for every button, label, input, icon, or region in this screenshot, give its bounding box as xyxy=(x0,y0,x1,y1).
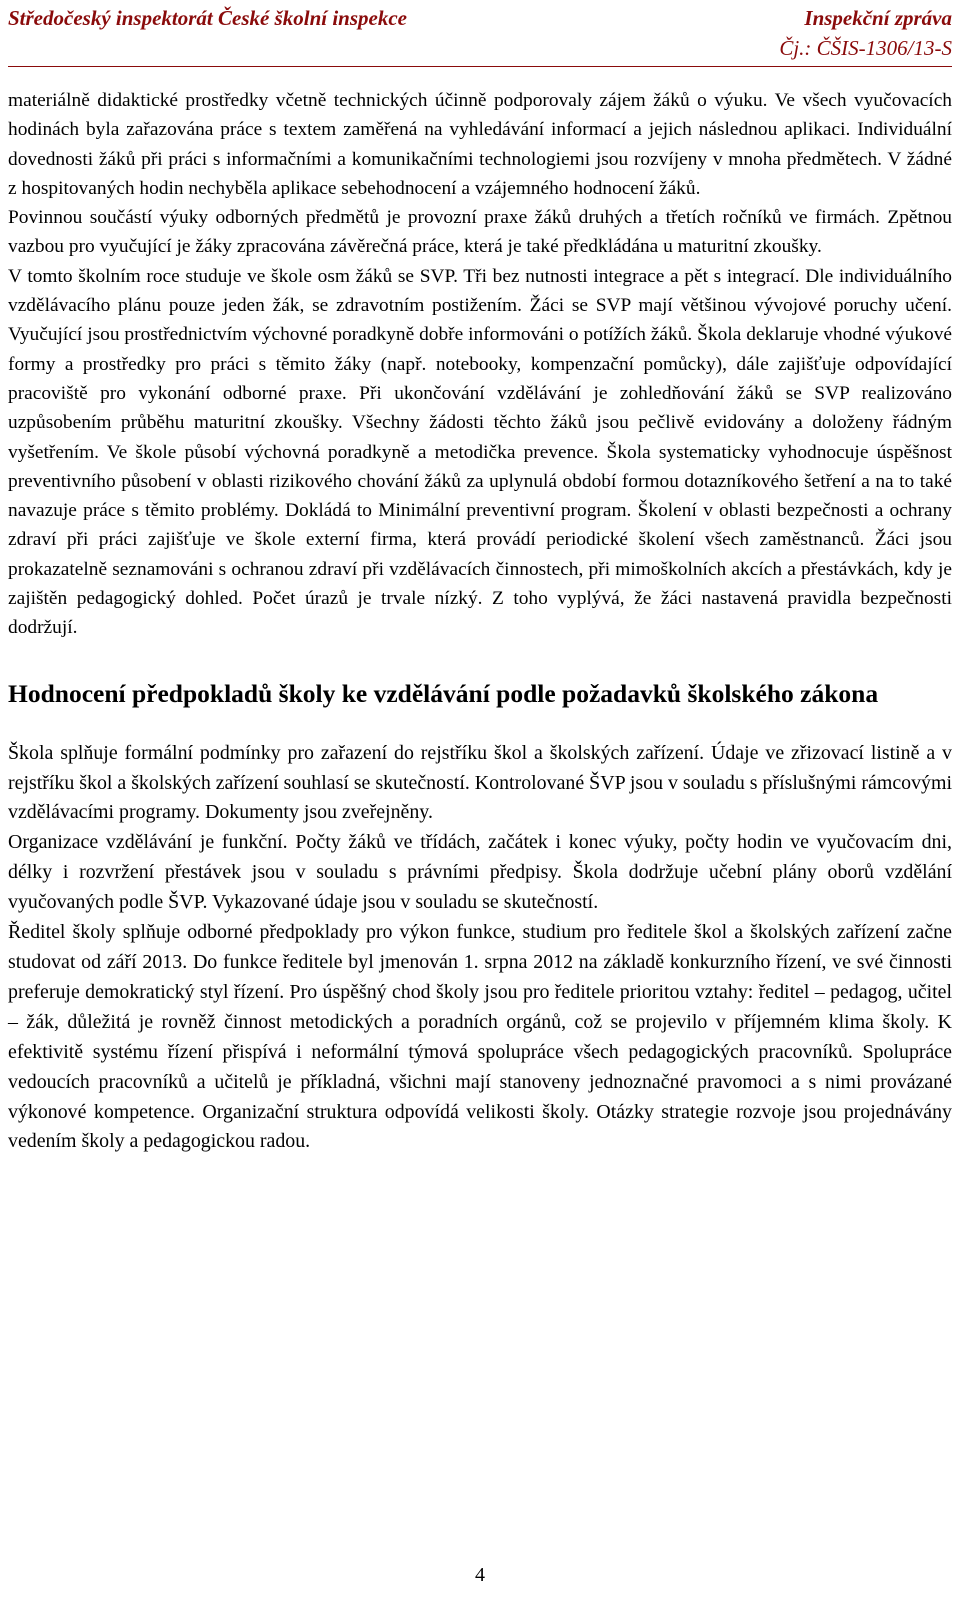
header-report-title: Inspekční zpráva xyxy=(804,6,952,30)
section-school-assessment xyxy=(8,739,952,1158)
header-reference-number: Čj.: ČŠIS-1306/13-S xyxy=(779,36,952,60)
paragraph: Škola splňuje formální podmínky pro zařazení do rejstříku škol a školských zařízení. Údaje ve zřizovací listině a v rejstříku škol a školských zařízení souhlasí se skutečností. Kontrolované ŠVP jsou v souladu s příslušnými rámcovými vzdělávacími programy. Dokumenty jsou zveřejněny. xyxy=(8,741,952,824)
section-heading: Hodnocení předpokladů školy ke vzdělávání podle požadavků školského zákona xyxy=(8,678,879,708)
document-body xyxy=(8,86,952,1157)
header-inspectorate-title: Středočeský inspektorát České školní inspekce xyxy=(8,6,407,30)
header-divider xyxy=(8,66,952,67)
section-teaching-text xyxy=(8,86,952,643)
paragraph: V tomto školním roce studuje ve škole osm žáků se SVP. Tři bez nutnosti integrace a pět s integrací. Dle individuálního vzdělávacího plánu pouze jeden žák, se zdravotním postižením. Žáci se SVP mají většinou vývojové poruchy učení. Vyučující jsou prostřednictvím výchovné poradkyně dobře informováni o potížích žáků. Škola deklaruje vhodné výukové formy a prostředky pro práci s těmito žáky (např. notebooky, kompenzační pomůcky), dále zajišťuje odpovídající pracoviště pro vykonání odborné praxe. Při ukončování vzdělávání je zohledňování žáků se SVP realizováno uzpůsobením průběhu maturitní zkoušky. Všechny žádosti těchto žáků jsou pečlivě evidovány a doloženy řádným vyšetřením. Ve škole působí výchovná poradkyně a metodička prevence. Škola systematicky vyhodnocuje úspěšnost preventivního působení v oblasti rizikového chování žáků za uplynulá období formou dotazníkového šetření a na to také navazuje práce s těmito problémy. Dokládá to Minimální preventivní program. Školení v oblasti bezpečnosti a ochrany zdraví při práci zajišťuje ve škole externí firma, která provádí periodické školení všech zaměstnanců. Žáci jsou prokazatelně seznamováni s ochranou zdraví při vzdělávacích činnostech, při mimoškolních akcích a přestávkách, kdy je zajištěn pedagogický dohled. Počet úrazů je trvale nízký. Z toho vyplývá, že žáci nastavená pravidla bezpečnosti dodržují. xyxy=(8,265,952,639)
paragraph: Povinnou součástí výuky odborných předmětů je provozní praxe žáků druhých a třetích ročníků ve firmách. Zpětnou vazbou pro vyučující je žáky zpracována závěrečná práce, která je také předkládána u maturitní zkoušky. xyxy=(8,207,952,258)
paragraph: Ředitel školy splňuje odborné předpoklady pro výkon funkce, studium pro ředitele škol a školských zařízení začne studovat od září 2013. Do funkce ředitele byl jmenován 1. srpna 2012 na základě konkurzního řízení, ve své činnosti preferuje demokratický styl řízení. Pro úspěšný chod školy jsou pro ředitele prioritou vztahy: ředitel – pedagog, učitel – žák, důležitá je rovněž činnost metodických a poradních orgánů, což se projevilo v příjemném klima školy. K efektivitě systému řízení přispívá i neformální týmová spolupráce všech pedagogických pracovníků. Spolupráce vedoucích pracovníků a učitelů je příkladná, všichni mají stanoveny jednoznačné pravomoci a s nimi provázané výkonové kompetence. Organizační struktura odpovídá velikosti školy. Otázky strategie rozvoje jsou projednávány vedením školy a pedagogickou radou. xyxy=(8,921,952,1153)
paragraph: materiálně didaktické prostředky včetně technických účinně podporovaly zájem žáků o výuku. Ve všech vyučovacích hodinách byla zařazována práce s textem zaměřená na vyhledávání informací a jejich následnou aplikaci. Individuální dovednosti žáků při práci s informačními a komunikačními technologiemi jsou rozvíjeny v mnoha předmětech. V žádné z hospitovaných hodin nechyběla aplikace sebehodnocení a vzájemného hodnocení žáků. xyxy=(8,90,952,199)
page-number: 4 xyxy=(475,1564,485,1586)
paragraph: Organizace vzdělávání je funkční. Počty žáků ve třídách, začátek i konec výuky, počty hodin ve vyučovacím dni, délky i rozvržení přestávek jsou v souladu s právními předpisy. Škola dodržuje učební plány oborů vzdělání vyučovaných podle ŠVP. Vykazované údaje jsou v souladu se skutečností. xyxy=(8,831,952,914)
page-header xyxy=(8,4,952,64)
